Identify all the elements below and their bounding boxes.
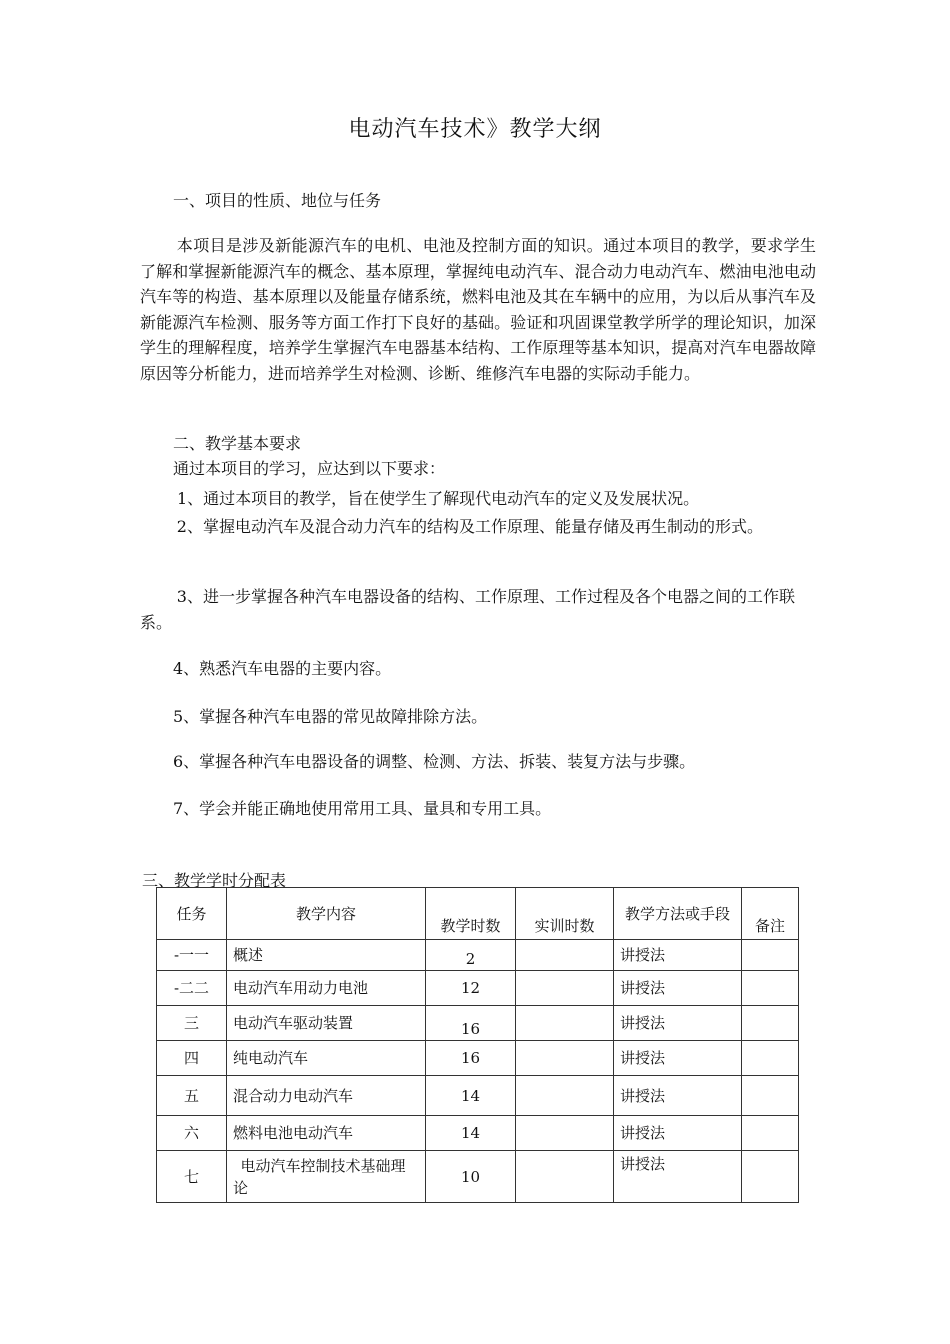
- cell-note: [742, 1151, 799, 1203]
- table-row: [157, 1041, 799, 1076]
- hours-allocation-table: [156, 887, 799, 1203]
- cell-content: 概述: [227, 940, 426, 971]
- cell-method: 讲授法: [614, 1076, 742, 1116]
- cell-hours: 14: [426, 1076, 516, 1116]
- cell-note: [742, 1006, 799, 1041]
- cell-practice: [516, 940, 614, 971]
- cell-task: 七: [157, 1151, 227, 1203]
- col-header-task: 任务: [157, 888, 227, 940]
- requirement-item: 6、掌握各种汽车电器设备的调整、检测、方法、拆装、装复方法与步骤。: [173, 752, 696, 771]
- cell-method: 讲授法: [614, 1006, 742, 1041]
- cell-practice: [516, 1076, 614, 1116]
- table-row: [157, 1151, 799, 1203]
- col-header-hours: 教学时数: [426, 888, 516, 940]
- cell-method: 讲授法: [614, 1151, 742, 1203]
- col-header-content: 教学内容: [227, 888, 426, 940]
- cell-task: -一一: [157, 940, 227, 971]
- table-row: [157, 1006, 799, 1041]
- cell-practice: [516, 1116, 614, 1151]
- section1-heading: 一、项目的性质、地位与任务: [173, 191, 382, 210]
- cell-practice: [516, 1006, 614, 1041]
- table-row: [157, 971, 799, 1006]
- cell-practice: [516, 1151, 614, 1203]
- cell-note: [742, 940, 799, 971]
- requirement-item: 7、学会并能正确地使用常用工具、量具和专用工具。: [173, 799, 552, 818]
- col-header-note: 备注: [742, 888, 799, 940]
- cell-content: 纯电动汽车: [227, 1041, 426, 1076]
- cell-content: 混合动力电动汽车: [227, 1076, 426, 1116]
- section1-body: 本项目是涉及新能源汽车的电机、电池及控制方面的知识。通过本项目的教学，要求学生了解和掌握新能源汽车的概念、基本原理，掌握纯电动汽车、混合动力电动汽车、燃油电池电动汽车等的构造、基本原理以及能量存储系统，燃料电池及其在车辆中的应用，为以后从事汽车及新能源汽车检测、服务等方面工作打下良好的基础。验证和巩固课堂教学所学的理论知识，加深学生的理解程度，培养学生掌握汽车电器基本结构、工作原理等基本知识，提高对汽车电器故障原因等分析能力，进而培养学生对检测、诊断、维修汽车电器的实际动手能力。: [140, 236, 816, 383]
- table-row: [157, 940, 799, 971]
- cell-practice: [516, 1041, 614, 1076]
- table-row: [157, 1116, 799, 1151]
- requirement-item: 2、掌握电动汽车及混合动力汽车的结构及工作原理、能量存储及再生制动的形式。: [176, 517, 763, 536]
- cell-task: 五: [157, 1076, 227, 1116]
- requirement-item: 5、掌握各种汽车电器的常见故障排除方法。: [173, 707, 488, 726]
- col-header-method: 教学方法或手段: [614, 888, 742, 940]
- cell-task: -二二: [157, 971, 227, 1006]
- cell-hours: 12: [426, 971, 516, 1006]
- cell-task: 六: [157, 1116, 227, 1151]
- section2-intro: 通过本项目的学习，应达到以下要求：: [173, 459, 446, 478]
- col-header-practice: 实训时数: [516, 888, 614, 940]
- requirement-item: 1、通过本项目的教学，旨在使学生了解现代电动汽车的定义及发展状况。: [177, 489, 700, 508]
- table-header-row: [157, 888, 799, 940]
- cell-practice: [516, 971, 614, 1006]
- cell-method: 讲授法: [614, 971, 742, 1006]
- cell-hours: 14: [426, 1116, 516, 1151]
- requirement-item: 3、进一步掌握各种汽车电器设备的结构、工作原理、工作过程及各个电器之间的工作联系。: [140, 587, 795, 632]
- cell-note: [742, 971, 799, 1006]
- cell-task: 四: [157, 1041, 227, 1076]
- cell-content: 电动汽车用动力电池: [227, 971, 426, 1006]
- section2-heading: 二、教学基本要求: [173, 434, 302, 453]
- cell-task: 三: [157, 1006, 227, 1041]
- cell-hours: 10: [426, 1151, 516, 1203]
- document-title: 电动汽车技术》教学大纲: [348, 117, 602, 142]
- cell-hours: 16: [426, 1041, 516, 1076]
- section3-heading: 三、教学学时分配表: [142, 871, 287, 890]
- cell-method: 讲授法: [614, 940, 742, 971]
- table-row: [157, 1076, 799, 1116]
- cell-method: 讲授法: [614, 1041, 742, 1076]
- cell-hours: 16: [426, 1006, 516, 1041]
- cell-content: 电动汽车控制技术基础理论: [227, 1151, 426, 1203]
- cell-content: 燃料电池电动汽车: [227, 1116, 426, 1151]
- cell-note: [742, 1076, 799, 1116]
- requirement-item: 4、熟悉汽车电器的主要内容。: [173, 659, 392, 678]
- cell-note: [742, 1041, 799, 1076]
- cell-method: 讲授法: [614, 1116, 742, 1151]
- cell-content: 电动汽车驱动装置: [227, 1006, 426, 1041]
- cell-hours: 2: [426, 940, 516, 971]
- cell-note: [742, 1116, 799, 1151]
